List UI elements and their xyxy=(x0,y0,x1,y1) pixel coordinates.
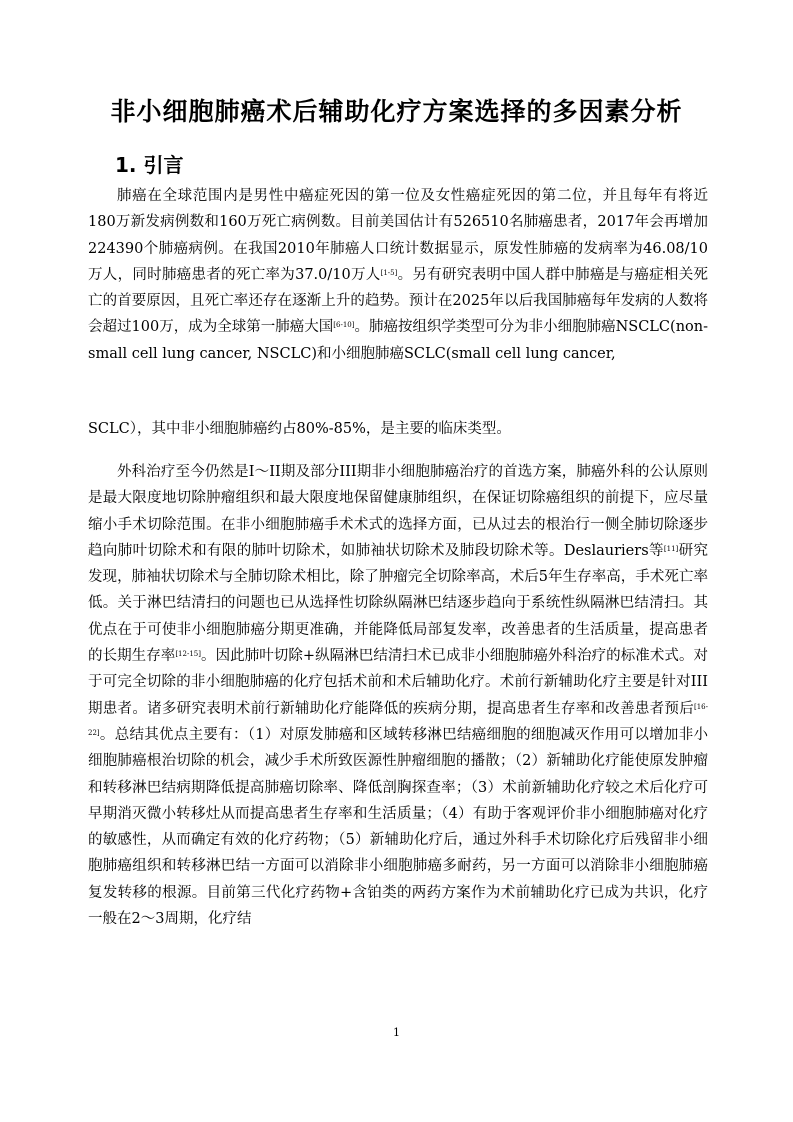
citation-11: [11] xyxy=(663,544,679,553)
page-number: 1 xyxy=(393,1026,400,1039)
intro-paragraph-1 xyxy=(88,183,708,367)
citation-1-5: [1-5] xyxy=(380,268,398,277)
citation-16-22: [16-22] xyxy=(88,702,708,737)
para1-text-4: SCLC），其中非小细胞肺癌约占80%-85%，是主要的临床类型。 xyxy=(88,421,511,437)
para2-text-3: 。因此肺叶切除+纵隔淋巴结清扫术已成非小细胞肺癌外科治疗的标准术式。对于可完全切除的非小细胞肺癌的化疗包括术前和术后辅助化疗。术前行新辅助化疗主要是针对III期患者。诸多研究表明术前行新辅助化疗能降低的疾病分期，提高患者生存率和改善患者预后 xyxy=(88,648,708,717)
citation-6-10: [6-10] xyxy=(333,321,355,330)
citation-12-15: [12-15] xyxy=(175,650,201,659)
para1-text-2: 。另有研究表明中国人群中肺癌是与癌症相关死亡的首要原因，且死亡率还存在逐渐上升的趋势。预计在2025年以后我国肺癌每年发病的人数将会超过100万，成为全球第一肺癌大国 xyxy=(88,266,708,336)
para2-text-4: 。总结其优点主要有：（1）对原发肺癌和区域转移淋巴结癌细胞的细胞减灭作用可以增加非小细胞肺癌根治切除的机会，减少手术所致医源性肿瘤细胞的播散；（2）新辅助化疗能使原发肿瘤和转移淋巴结病期降低提高肺癌切除率、降低剖胸探查率；（3）术前新辅助化疗较之术后化疗可早期消灭微小转移灶从而提高患者生存率和生活质量；（4）有助于客观评价非小细胞肺癌对化疗的敏感性，从而确定有效的化疗药物；（5）新辅助化疗后，通过外科手术切除化疗后残留非小细胞肺癌组织和转移淋巴结一方面可以消除非小细胞肺癌多耐药，另一方面可以消除非小细胞肺癌复发转移的根源。目前第三代化疗药物+含铂类的两药方案作为术前辅助化疗已成为共识，化疗一般在2～3周期，化疗结 xyxy=(88,726,708,928)
page-title: 非小细胞肺癌术后辅助化疗方案选择的多因素分析 xyxy=(110,97,683,126)
section-heading: 1. 引言 xyxy=(115,153,184,177)
intro-paragraph-1-tail xyxy=(88,416,708,442)
para1-text-3: 。肺癌按组织学类型可分为非小细胞肺癌NSCLC(non-small cell lung cancer, NSCLC)和小细胞肺癌SCLC(small cell lung cancer, xyxy=(88,319,708,362)
para1-text-1: 肺癌在全球范围内是男性中癌症死因的第一位及女性癌症死因的第二位，并且每年有将近180万新发病例数和160万死亡病例数。目前美国估计有526510名肺癌患者，2017年会再增加224390个肺癌病例。在我国2010年肺癌人口统计数据显示，原发性肺癌的发病率为46.08/10万人，同时肺癌患者的死亡率为37.0/10万人 xyxy=(88,188,708,283)
para2-text-1: 外科治疗至今仍然是Ⅰ～II期及部分III期非小细胞肺癌治疗的首选方案，肺癌外科的公认原则是最大限度地切除肿瘤组织和最大限度地保留健康肺组织，在保证切除癌组织的前提下，应尽量缩小手术切除范围。在非小细胞肺癌手术术式的选择方面，已从过去的根治行一侧全肺切除逐步趋向肺叶切除术和有限的肺叶切除术，如肺袖状切除术及肺段切除术等。Deslauriers等 xyxy=(88,464,708,559)
intro-paragraph-2 xyxy=(88,459,708,932)
para2-text-2: 研究发现，肺袖状切除术与全肺切除术相比，除了肿瘤完全切除率高，术后5年生存率高，手术死亡率低。关于淋巴结清扫的问题也已从选择性切除纵隔淋巴结逐步趋向于系统性纵隔淋巴结清扫。其优点在于可使非小细胞肺癌分期更准确，并能降低局部复发率，改善患者的生活质量，提高患者的长期生存率 xyxy=(88,542,709,665)
